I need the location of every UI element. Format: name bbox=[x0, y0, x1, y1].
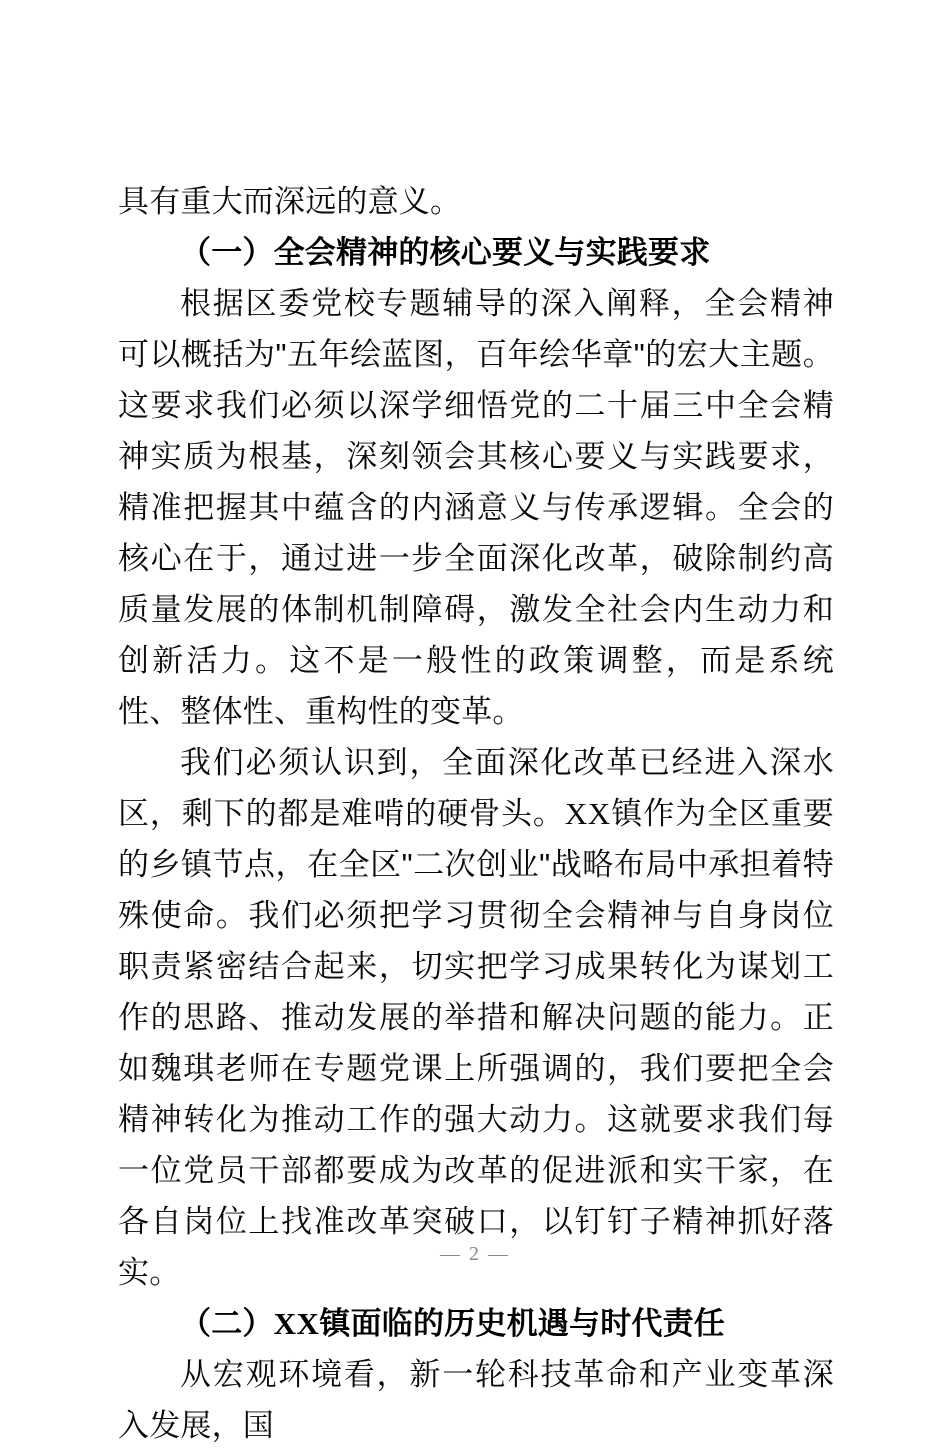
section-heading-two bbox=[118, 1298, 834, 1349]
body-paragraph-two bbox=[118, 737, 834, 1298]
place-name-placeholder: XX bbox=[564, 796, 611, 831]
section-heading-one: （一）全会精神的核心要义与实践要求 bbox=[180, 235, 711, 270]
page-number-footer: — 2 — bbox=[440, 1243, 510, 1265]
heading-place-name-placeholder: XX bbox=[273, 1306, 320, 1341]
body-paragraph-three: 从宏观环境看，新一轮科技革命和产业变革深入发展，国 bbox=[118, 1357, 834, 1443]
heading-two-prefix: （二） bbox=[180, 1306, 274, 1341]
paragraph-two-text-part-one: 我们必须认识到，全面深化改革已经进入深水区，剩下的都是难啃的硬骨头。 bbox=[118, 745, 834, 831]
heading-two-suffix: 镇面临的历史机遇与时代责任 bbox=[319, 1306, 725, 1341]
continued-paragraph-line: 具有重大而深远的意义。 bbox=[118, 184, 462, 219]
paragraph-two-text-part-two: 镇作为全区重要的乡镇节点，在全区"二次创业"战略布局中承担着特殊使命。我们必须把学习贯彻全会精神与自身岗位职责紧密结合起来，切实把学习成果转化为谋划工作的思路、推动发展的举措和解决问题的能力。正如魏琪老师在专题党课上所强调的，我们要把全会精神转化为推动工作的强大动力。这就要求我们每一位党员干部都要成为改革的促进派和实干家，在各自岗位上找准改革突破口，以钉钉子精神抓好落实。 bbox=[118, 796, 834, 1290]
body-paragraph-one: 根据区委党校专题辅导的深入阐释，全会精神可以概括为"五年绘蓝图，百年绘华章"的宏大主题。这要求我们必须以深学细悟党的二十届三中全会精神实质为根基，深刻领会其核心要义与实践要求，精准把握其中蕴含的内涵意义与传承逻辑。全会的核心在于，通过进一步全面深化改革，破除制约高质量发展的体制机制障碍，激发全社会内生动力和创新活力。这不是一般性的政策调整，而是系统性、整体性、重构性的变革。 bbox=[118, 286, 834, 729]
